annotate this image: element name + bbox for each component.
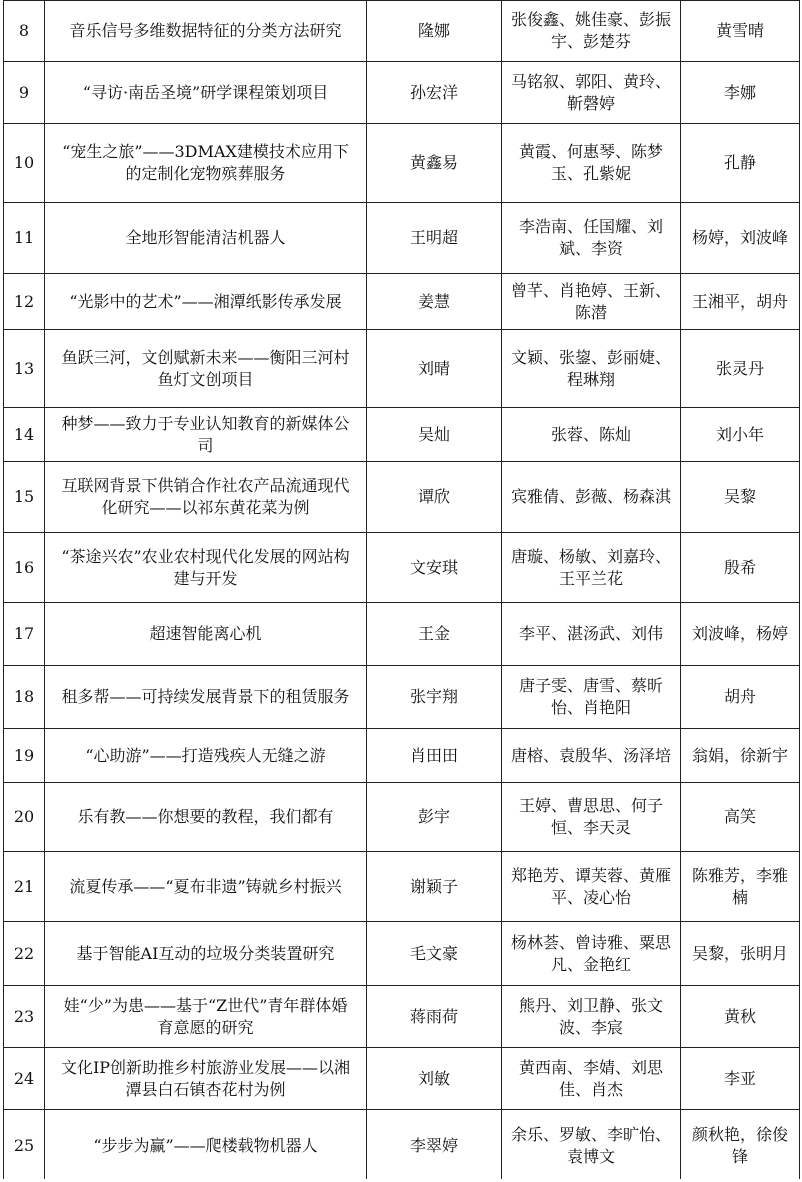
cell-leader: 张宇翔 [367,666,502,729]
cell-advisor: 殷希 [681,533,800,603]
cell-number: 8 [4,1,45,62]
cell-advisor: 张灵丹 [681,330,800,408]
cell-advisor: 颜秋艳，徐俊锋 [681,1110,800,1182]
cell-advisor: 王湘平，胡舟 [681,274,800,330]
table-row [4,1110,800,1182]
cell-leader: 肖田田 [367,729,502,783]
cell-advisor: 黄秋 [681,986,800,1048]
cell-members: 余乐、罗敏、李旷怡、袁博文 [502,1110,681,1182]
cell-project-title: 娃“少”为患——基于“Z世代”青年群体婚育意愿的研究 [45,986,367,1048]
cell-advisor: 胡舟 [681,666,800,729]
cell-number: 20 [4,783,45,852]
cell-members: 杨林荟、曾诗雅、粟思凡、金艳红 [502,922,681,986]
cell-advisor: 吴黎 [681,462,800,533]
cell-number: 16 [4,533,45,603]
table-row [4,203,800,274]
cell-project-title: “寻访·南岳圣境”研学课程策划项目 [45,62,367,124]
cell-number: 15 [4,462,45,533]
cell-leader: 吴灿 [367,408,502,462]
cell-leader: 黄鑫易 [367,124,502,203]
cell-leader: 彭宇 [367,783,502,852]
table-row [4,124,800,203]
cell-leader: 王金 [367,603,502,666]
cell-leader: 谢颖子 [367,852,502,922]
cell-members: 李平、湛汤武、刘伟 [502,603,681,666]
cell-number: 11 [4,203,45,274]
cell-members: 王婷、曹思思、何子恒、李天灵 [502,783,681,852]
cell-number: 22 [4,922,45,986]
cell-number: 21 [4,852,45,922]
cell-number: 14 [4,408,45,462]
cell-advisor: 刘小年 [681,408,800,462]
table-row [4,1048,800,1110]
cell-members: 唐璇、杨敏、刘嘉玲、王平兰花 [502,533,681,603]
cell-leader: 李翠婷 [367,1110,502,1182]
cell-leader: 孙宏洋 [367,62,502,124]
cell-number: 10 [4,124,45,203]
table-row [4,1,800,62]
cell-advisor: 翁娟，徐新宇 [681,729,800,783]
cell-members: 宾雅倩、彭薇、杨森淇 [502,462,681,533]
project-table [3,0,800,1182]
cell-project-title: “光影中的艺术”——湘潭纸影传承发展 [45,274,367,330]
table-row [4,603,800,666]
cell-leader: 毛文豪 [367,922,502,986]
table-row [4,330,800,408]
table-row [4,274,800,330]
cell-number: 23 [4,986,45,1048]
cell-members: 黄霞、何惠琴、陈梦玉、孔紫妮 [502,124,681,203]
cell-advisor: 黄雪晴 [681,1,800,62]
cell-members: 曾芊、肖艳婷、王新、陈潜 [502,274,681,330]
cell-members: 唐子雯、唐雪、蔡昕怡、肖艳阳 [502,666,681,729]
cell-members: 李浩南、任国耀、刘斌、李资 [502,203,681,274]
cell-project-title: 鱼跃三河，文创赋新未来——衡阳三河村鱼灯文创项目 [45,330,367,408]
table-row [4,852,800,922]
cell-advisor: 杨婷，刘波峰 [681,203,800,274]
table-row [4,783,800,852]
cell-advisor: 吴黎，张明月 [681,922,800,986]
table-row [4,922,800,986]
cell-leader: 文安琪 [367,533,502,603]
cell-leader: 谭欣 [367,462,502,533]
cell-members: 熊丹、刘卫静、张文波、李宸 [502,986,681,1048]
cell-advisor: 李亚 [681,1048,800,1110]
cell-project-title: 音乐信号多维数据特征的分类方法研究 [45,1,367,62]
cell-members: 郑艳芳、谭芙蓉、黄雁平、凌心怡 [502,852,681,922]
cell-number: 13 [4,330,45,408]
table-row [4,729,800,783]
cell-advisor: 孔静 [681,124,800,203]
table-row [4,462,800,533]
cell-leader: 隆娜 [367,1,502,62]
cell-project-title: 流夏传承——“夏布非遗”铸就乡村振兴 [45,852,367,922]
cell-project-title: “茶途兴农”农业农村现代化发展的网站构建与开发 [45,533,367,603]
cell-members: 唐榕、袁殷华、汤泽培 [502,729,681,783]
cell-project-title: 全地形智能清洁机器人 [45,203,367,274]
table-row [4,408,800,462]
cell-advisor: 刘波峰，杨婷 [681,603,800,666]
cell-project-title: 种梦——致力于专业认知教育的新媒体公司 [45,408,367,462]
cell-project-title: 基于智能AI互动的垃圾分类装置研究 [45,922,367,986]
table-row [4,533,800,603]
cell-number: 19 [4,729,45,783]
cell-members: 黄西南、李婧、刘思佳、肖杰 [502,1048,681,1110]
cell-number: 17 [4,603,45,666]
cell-number: 9 [4,62,45,124]
cell-project-title: 互联网背景下供销合作社农产品流通现代化研究——以祁东黄花菜为例 [45,462,367,533]
cell-project-title: 乐有教——你想要的教程，我们都有 [45,783,367,852]
cell-project-title: “步步为赢”——爬楼载物机器人 [45,1110,367,1182]
cell-advisor: 李娜 [681,62,800,124]
cell-members: 文颖、张鋆、彭丽婕、程琳翔 [502,330,681,408]
cell-leader: 蒋雨荷 [367,986,502,1048]
cell-project-title: 租多帮——可持续发展背景下的租赁服务 [45,666,367,729]
cell-project-title: “宠生之旅”——3DMAX建模技术应用下的定制化宠物殡葬服务 [45,124,367,203]
cell-number: 25 [4,1110,45,1182]
cell-number: 18 [4,666,45,729]
table-row [4,986,800,1048]
cell-leader: 王明超 [367,203,502,274]
table-body [4,1,800,1182]
table-row [4,666,800,729]
cell-leader: 刘晴 [367,330,502,408]
cell-leader: 刘敏 [367,1048,502,1110]
cell-project-title: “心助游”——打造残疾人无缝之游 [45,729,367,783]
cell-advisor: 高笑 [681,783,800,852]
cell-project-title: 文化IP创新助推乡村旅游业发展——以湘潭县白石镇杏花村为例 [45,1048,367,1110]
cell-project-title: 超速智能离心机 [45,603,367,666]
cell-number: 24 [4,1048,45,1110]
cell-members: 张俊鑫、姚佳豪、彭振宇、彭楚芬 [502,1,681,62]
cell-members: 马铭叙、郭阳、黄玲、靳磬婷 [502,62,681,124]
cell-advisor: 陈雅芳，李雅楠 [681,852,800,922]
table-row [4,62,800,124]
cell-number: 12 [4,274,45,330]
cell-leader: 姜慧 [367,274,502,330]
cell-members: 张蓉、陈灿 [502,408,681,462]
